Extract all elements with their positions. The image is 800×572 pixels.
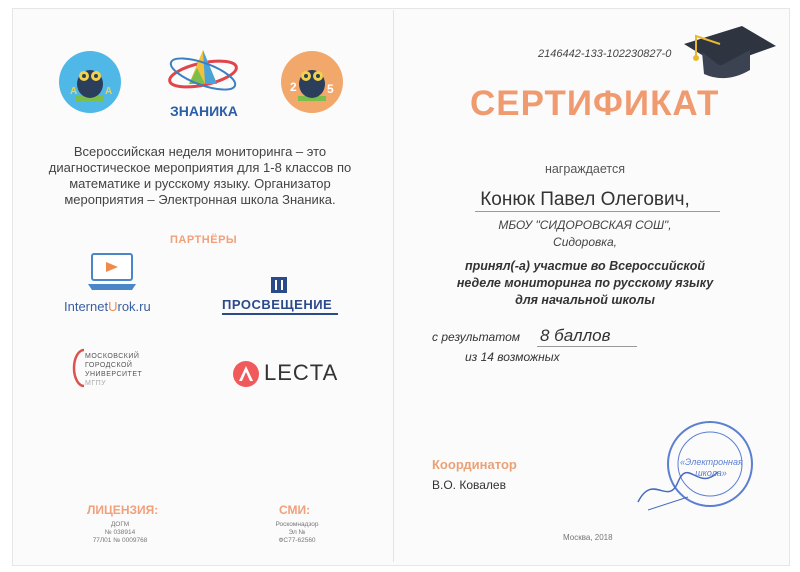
- mgpu-logo: [85, 352, 142, 388]
- owl-number-5: 5: [327, 82, 334, 96]
- graduation-cap-icon: [680, 14, 780, 94]
- internet-urok-part3: rok.ru: [117, 299, 151, 314]
- score-out-of: из 14 возможных: [465, 350, 560, 364]
- coordinator-name: В.О. Ковалев: [432, 478, 506, 492]
- mgpu-line1: МОСКОВСКИЙ: [85, 353, 140, 360]
- participation-line3: для начальной школы: [515, 293, 655, 307]
- license-details: [85, 521, 155, 545]
- smi-title: СМИ:: [279, 503, 311, 517]
- internet-urok-part2: U: [108, 299, 118, 314]
- participation-line1: принял(-а) участие во Всероссийской: [464, 259, 706, 273]
- owl-letter-a-left: А: [70, 86, 78, 97]
- coordinator-title: Координатор: [432, 457, 517, 472]
- recipient-town: Сидоровка,: [553, 235, 617, 249]
- score-underline: [537, 346, 637, 347]
- license-line2: № 038914: [104, 529, 136, 536]
- license-line1: ДОГМ: [110, 521, 130, 528]
- laptop-icon: [88, 250, 138, 292]
- name-underline: [475, 211, 720, 212]
- license-line3: 77Л01 № 0009768: [92, 537, 148, 544]
- column-divider: [393, 10, 394, 562]
- smi-details: [262, 521, 332, 545]
- stamp-line2: школа»: [695, 468, 727, 478]
- stamp-line1: «Электронная: [680, 457, 743, 467]
- owl-letter-a-right: А: [105, 86, 113, 97]
- owl-logo-left: [58, 50, 122, 114]
- license-title: ЛИЦЕНЗИЯ:: [87, 503, 159, 517]
- lecta-logo: LECTA: [264, 360, 339, 385]
- partners-title: ПАРТНЁРЫ: [170, 234, 238, 246]
- score-value: 8 баллов: [540, 326, 611, 345]
- recipient-name: Конюк Павел Олегович,: [480, 189, 690, 210]
- smi-line1: Роскомнадзор: [275, 521, 319, 528]
- smi-line2: Эл №: [288, 529, 306, 536]
- prosveshchenie-logo: ПРОСВЕЩЕНИЕ: [222, 297, 333, 312]
- lecta-emblem-icon: [232, 360, 260, 388]
- participation-text: [420, 258, 750, 309]
- mgpu-line4: МГПУ: [85, 380, 107, 387]
- mgpu-line2: ГОРОДСКОЙ: [85, 362, 133, 369]
- intro-text: Всероссийская неделя мониторинга – это диагностическое мероприятия для 1-8 классов по математике и русскому языку. Организатор мероприятия – Электронная школа Знаника.: [48, 144, 352, 207]
- prosveshchenie-emblem-icon: [270, 276, 288, 294]
- awarded-label: награждается: [544, 162, 626, 176]
- participation-line2: неделе мониторинга по русскому языку: [456, 276, 714, 290]
- recipient-school: МБОУ "СИДОРОВСКАЯ СОШ",: [498, 218, 672, 232]
- city-year: Москва, 2018: [563, 533, 613, 542]
- smi-line3: ФС77-62560: [278, 537, 316, 544]
- internet-urok-logo: [64, 299, 151, 314]
- znanika-wordmark: ЗНАНИКА: [170, 103, 238, 119]
- mgpu-emblem-icon: [72, 348, 86, 388]
- stamp-text: [680, 457, 742, 479]
- result-label: с результатом: [432, 330, 520, 344]
- znanika-logo-icon: [165, 44, 241, 102]
- prosveshchenie-underline: [222, 313, 338, 315]
- mgpu-line3: УНИВЕРСИТЕТ: [85, 371, 143, 378]
- internet-urok-part1: Internet: [64, 299, 109, 314]
- certificate-title: СЕРТИФИКАТ: [470, 84, 720, 123]
- certificate-serial: 2146442-133-102230827-0: [538, 48, 672, 60]
- owl-number-2: 2: [290, 80, 297, 94]
